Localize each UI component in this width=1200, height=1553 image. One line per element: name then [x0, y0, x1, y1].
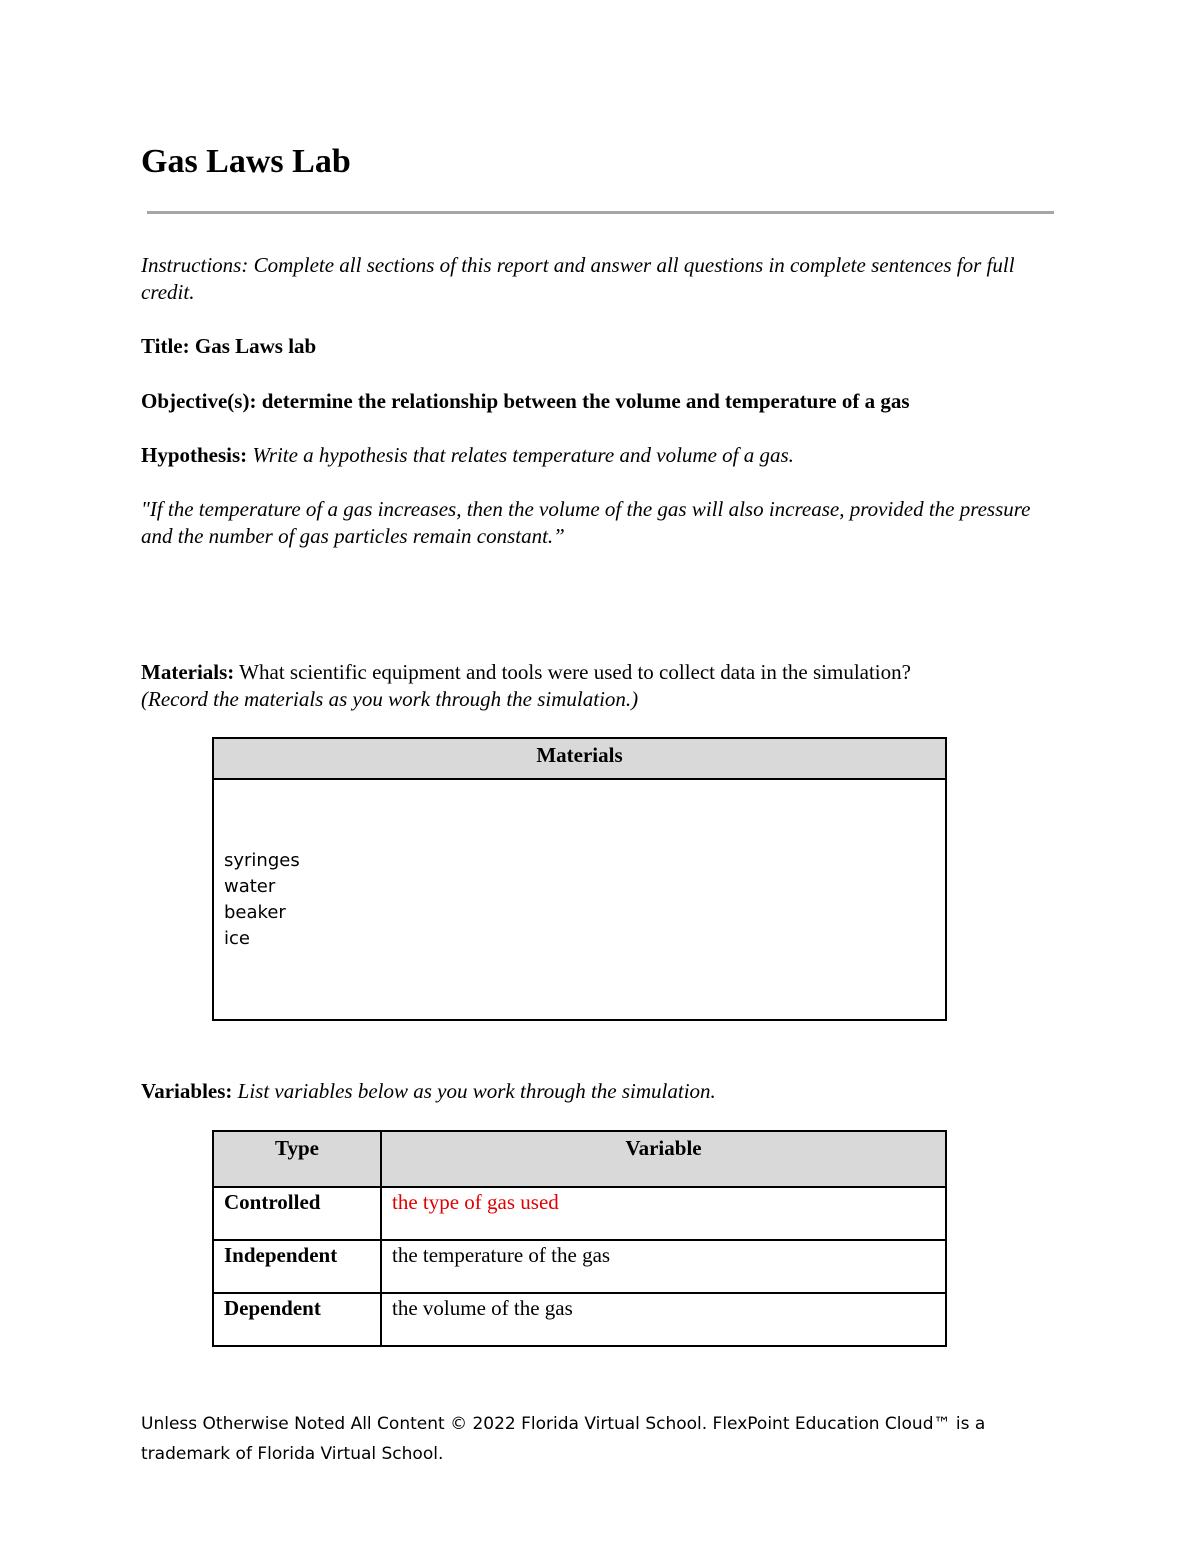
- materials-list: [224, 848, 935, 952]
- hypothesis-prompt: Write a hypothesis that relates temperature and volume of a gas.: [252, 443, 794, 467]
- list-item: beaker: [224, 901, 286, 923]
- materials-label: Materials:: [141, 660, 235, 684]
- variables-table: [212, 1130, 947, 1347]
- list-item: ice: [224, 927, 250, 949]
- table-row: [213, 1187, 946, 1240]
- instructions-text: Instructions: Complete all sections of this report and answer all questions in complete sentences for full credit.: [141, 253, 1015, 304]
- materials-section: [141, 659, 1061, 713]
- list-item: water: [224, 875, 276, 897]
- materials-note: (Record the materials as you work through the simulation.): [141, 687, 639, 711]
- title-field-label: Title:: [141, 334, 190, 358]
- variable-type-cell: Dependent: [213, 1293, 381, 1346]
- title-field: [141, 333, 1061, 360]
- variables-prompt: List variables below as you work through the simulation.: [237, 1079, 716, 1103]
- variable-value-cell[interactable]: the type of gas used: [381, 1187, 946, 1240]
- variables-label: Variables:: [141, 1079, 233, 1103]
- variable-value-cell[interactable]: the temperature of the gas: [381, 1240, 946, 1293]
- materials-table-cell[interactable]: [213, 779, 946, 1020]
- table-row: [213, 1293, 946, 1346]
- materials-prompt: What scientific equipment and tools were used to collect data in the simulation?: [239, 660, 911, 684]
- variables-section: [141, 1078, 1061, 1105]
- variable-value-cell[interactable]: the volume of the gas: [381, 1293, 946, 1346]
- variable-type-cell: Controlled: [213, 1187, 381, 1240]
- variable-type-cell: Independent: [213, 1240, 381, 1293]
- variable-column-header: Variable: [381, 1131, 946, 1187]
- materials-table-header: Materials: [213, 738, 946, 779]
- hypothesis-field: [141, 442, 1061, 469]
- title-field-value: Gas Laws lab: [194, 334, 317, 358]
- type-column-header: Type: [213, 1131, 381, 1187]
- hypothesis-label: Hypothesis:: [141, 443, 248, 467]
- table-row: [213, 1240, 946, 1293]
- list-item: syringes: [224, 849, 300, 871]
- page-title: Gas Laws Lab: [141, 143, 351, 180]
- materials-table: [212, 737, 947, 1021]
- hypothesis-answer: "If the temperature of a gas increases, then the volume of the gas will also increase, provided the pressure and the number of gas particles remain constant.”: [141, 497, 1031, 548]
- title-divider: [147, 211, 1054, 214]
- objective-label: Objective(s):: [141, 389, 257, 413]
- objective-value: determine the relationship between the volume and temperature of a gas: [261, 389, 910, 413]
- objective-field: [141, 388, 1061, 415]
- footer-copyright: Unless Otherwise Noted All Content © 2022 Florida Virtual School. FlexPoint Education Cloud™ is a trademark of Florida Virtual School.: [141, 1414, 986, 1464]
